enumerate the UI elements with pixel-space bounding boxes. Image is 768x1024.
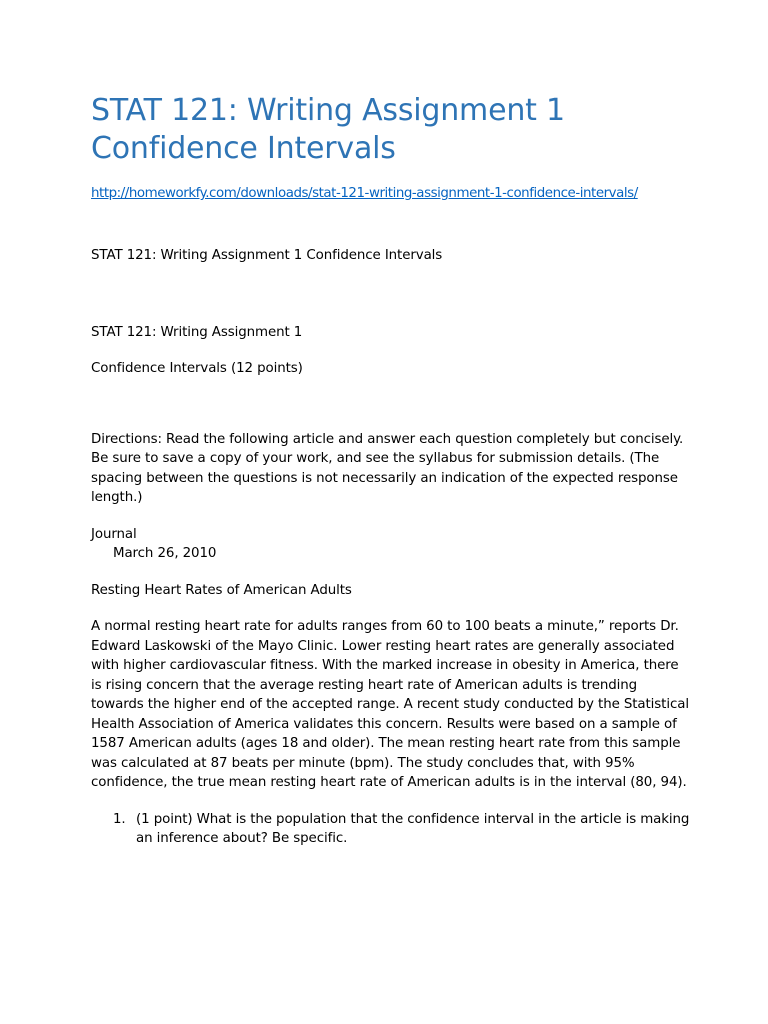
- article-body: A normal resting heart rate for adults ranges from 60 to 100 beats a minute,” reports Dr. Edward Laskowski of the Mayo Clinic. Lower resting heart rates are generally associated with higher cardiovascular fitness. With the marked increase in obesity in America, there is rising concern that the average resting heart rate of American adults is trending towards the higher end of the accepted range. A recent study conducted by the Statistical Health Association of America validates this concern. Results were based on a sample of 1587 American adults (ages 18 and older). The mean resting heart rate from this sample was calculated at 87 beats per minute (bpm). The study concludes that, with 95% confidence, the true mean resting heart rate of American adults is in the interval (80, 94).: [91, 619, 689, 790]
- question-list: [91, 810, 691, 849]
- source-link[interactable]: http://homeworkfy.com/downloads/stat-121-writing-assignment-1-confidence-intervals/: [91, 186, 638, 201]
- directions-paragraph: Directions: Read the following article and answer each question completely but concisely. Be sure to save a copy of your work, and see the syllabus for submission details. (The spacing between the questions is not necessarily an indication of the expected response length.): [91, 431, 684, 505]
- document-subtitle: STAT 121: Writing Assignment 1 Confidence Intervals: [91, 248, 443, 263]
- title-line-2: Confidence Intervals: [91, 131, 396, 166]
- journal-label: Journal: [91, 526, 137, 542]
- assignment-heading: STAT 121: Writing Assignment 1: [91, 324, 303, 340]
- points-heading: Confidence Intervals (12 points): [91, 361, 303, 376]
- question-number: 1.: [113, 811, 126, 827]
- article-title: Resting Heart Rates of American Adults: [91, 582, 352, 598]
- question-item: [91, 810, 691, 849]
- document-page: [91, 92, 691, 849]
- document-title: [91, 92, 691, 168]
- journal-date: March 26, 2010: [113, 546, 217, 561]
- question-text: (1 point) What is the population that the confidence interval in the article is making an inference about? Be specific.: [136, 811, 690, 846]
- title-line-1: STAT 121: Writing Assignment 1: [91, 93, 565, 128]
